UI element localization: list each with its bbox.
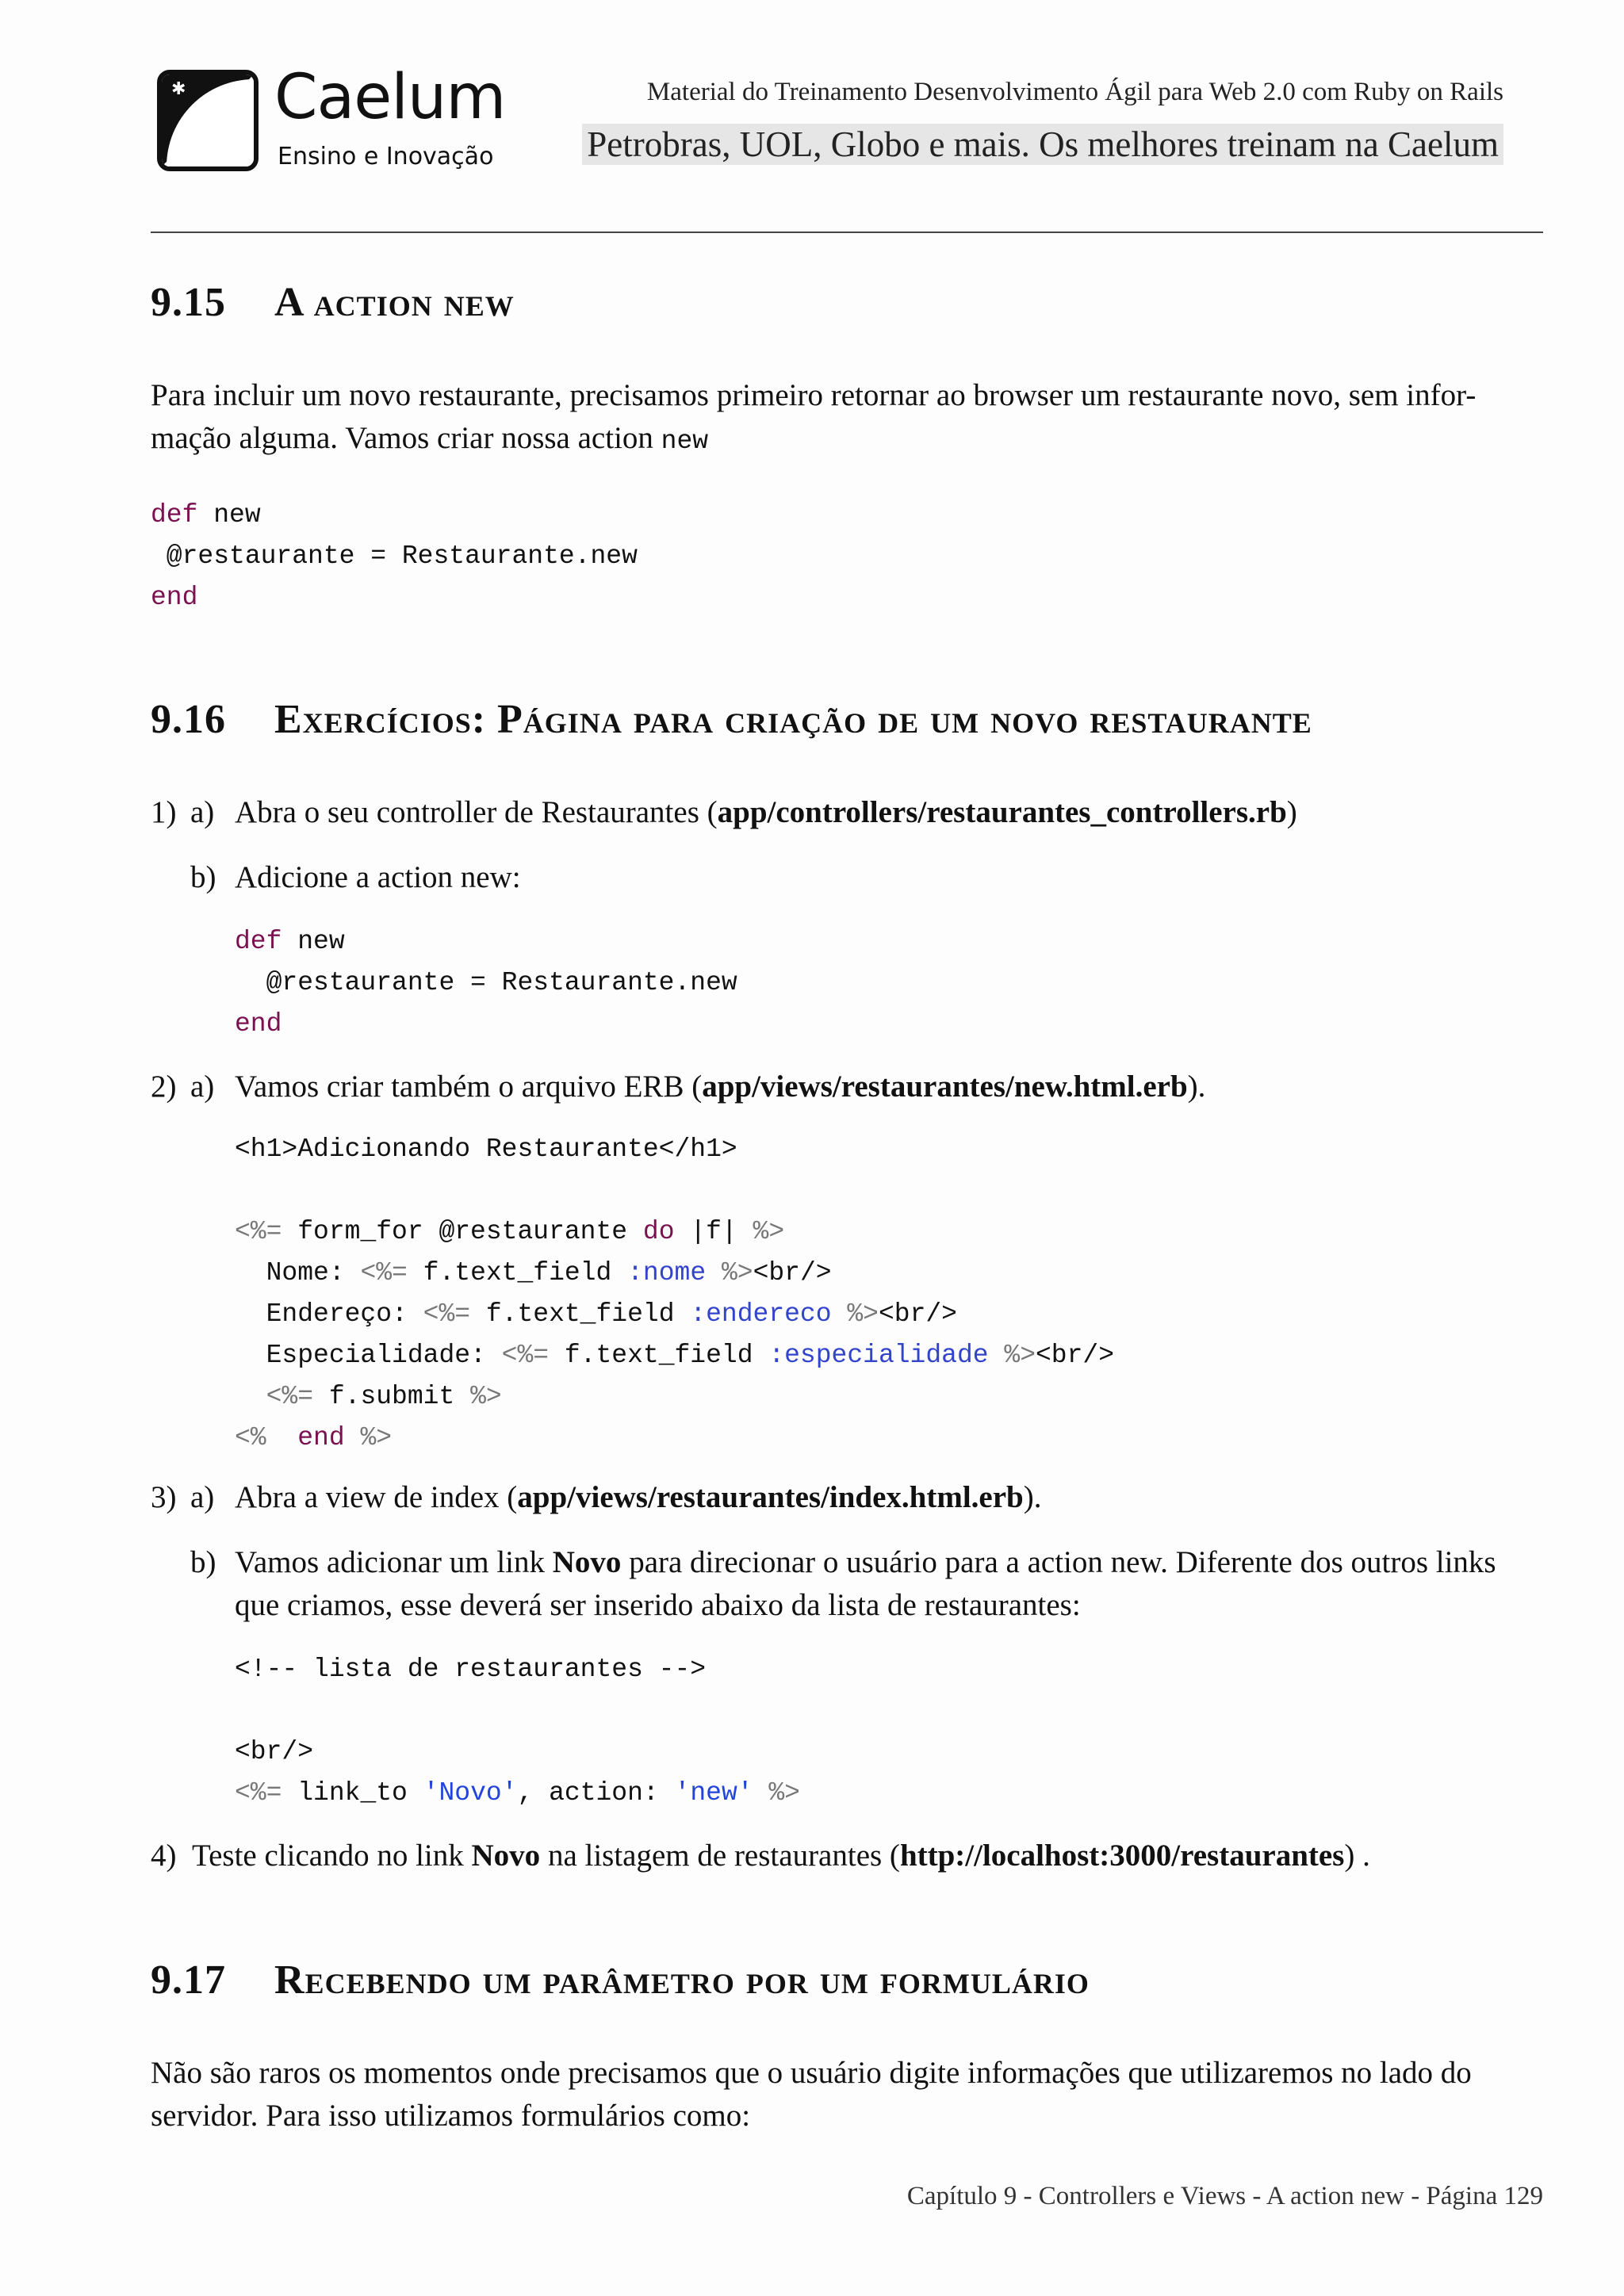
list-item-text	[235, 1476, 1042, 1519]
section-title: Recebendo um parâmetro por um formulário	[274, 1957, 1090, 2003]
star-icon: ✱	[171, 79, 186, 99]
erb-tag: <%=	[501, 1341, 550, 1370]
code-symbol: :endereco	[690, 1299, 832, 1329]
section-number: 9.17	[151, 1957, 226, 2003]
list-item-4	[151, 1835, 177, 1877]
paragraph-line: servidor. Para isso utilizamos formulários como:	[151, 2099, 751, 2133]
erb-tag: %>	[721, 1258, 753, 1288]
list-subitem-3b	[190, 1541, 216, 1584]
erb-tag: <%	[235, 1423, 266, 1452]
item-text: ).	[1187, 1070, 1206, 1104]
code-text: f.text_field	[549, 1341, 769, 1370]
page-footer: Capítulo 9 - Controllers e Views - A action new - Página 129	[906, 2182, 1543, 2210]
list-marker: 2)	[151, 1070, 177, 1104]
link-name: Novo	[552, 1545, 622, 1579]
link-name: Novo	[471, 1839, 541, 1873]
code-text: Nome:	[235, 1258, 361, 1288]
paragraph-line: Para incluir um novo restaurante, precisamos primeiro retornar ao browser um restaurante novo, sem infor-	[151, 378, 1477, 412]
code-block-controller	[235, 921, 737, 1045]
code-keyword: end	[235, 1009, 282, 1039]
logo-tagline: Ensino e Inovação	[278, 143, 494, 170]
list-subitem-1a	[190, 791, 214, 834]
item-text: Vamos criar também o arquivo ERB (	[235, 1070, 703, 1104]
code-block-erb-form	[235, 1129, 1114, 1459]
list-item-1	[151, 791, 177, 834]
item-text: Vamos adicionar um link	[235, 1545, 553, 1579]
code-line: <h1>Adicionando Restaurante</h1>	[235, 1135, 737, 1164]
code-text: link_to	[282, 1778, 423, 1808]
erb-tag: <%=	[266, 1382, 314, 1411]
code-text: <br/>	[1036, 1341, 1115, 1370]
code-line: @restaurante = Restaurante.new	[151, 541, 638, 571]
code-text: , action:	[517, 1778, 675, 1808]
list-marker: b)	[190, 1545, 216, 1579]
erb-tag: %>	[753, 1217, 785, 1246]
item-text: Abra o seu controller de Restaurantes (	[235, 795, 718, 829]
code-text: f.text_field	[407, 1258, 628, 1288]
list-marker: a)	[190, 1070, 215, 1104]
erb-tag: %>	[768, 1778, 800, 1808]
code-keyword: def	[235, 927, 282, 956]
item-text: ) .	[1344, 1839, 1370, 1873]
list-item-text	[235, 791, 1297, 834]
code-text: <br/>	[878, 1299, 957, 1329]
list-item-3	[151, 1476, 177, 1519]
section-heading-9-17	[151, 1957, 1090, 2003]
caelum-logo	[157, 62, 506, 174]
header-divider	[151, 232, 1543, 233]
code-text: Especialidade:	[235, 1341, 502, 1370]
paragraph-line	[151, 417, 708, 462]
code-symbol: :especialidade	[768, 1341, 989, 1370]
list-marker: a)	[190, 1480, 215, 1514]
list-item-text: que criamos, esse deverá ser inserido abaixo da lista de restaurantes:	[235, 1588, 1081, 1622]
section-heading-9-16	[151, 696, 1312, 743]
list-subitem-3a	[190, 1476, 214, 1519]
item-text: )	[1286, 795, 1297, 829]
erb-tag: %>	[847, 1299, 879, 1329]
code-text: Endereço:	[235, 1299, 423, 1329]
section-number: 9.16	[151, 697, 226, 742]
list-item-text: Adicione a action new:	[235, 860, 521, 894]
item-text: para direcionar o usuário para a action new. Diferente dos outros links	[621, 1545, 1496, 1579]
list-marker: 3)	[151, 1480, 177, 1514]
item-text: na listagem de restaurantes (	[540, 1839, 900, 1873]
item-text: ).	[1023, 1480, 1042, 1514]
url-text: http://localhost:3000/restaurantes	[899, 1839, 1345, 1873]
section-title: A action new	[274, 280, 515, 325]
code-text: f.text_field	[470, 1299, 691, 1329]
list-item-text	[235, 1066, 1205, 1108]
header-course-title: Material do Treinamento Desenvolvimento Ágil para Web 2.0 com Ruby on Rails	[646, 78, 1503, 106]
paragraph-text: mação alguma. Vamos criar nossa action	[151, 421, 661, 455]
code-text: |f|	[674, 1217, 753, 1246]
erb-tag: <%=	[360, 1258, 408, 1288]
logo-name: Caelum	[274, 62, 506, 133]
code-string: 'Novo'	[423, 1778, 518, 1808]
code-keyword: end	[297, 1423, 345, 1452]
code-text: form_for @restaurante	[282, 1217, 643, 1246]
code-text: new	[282, 927, 345, 956]
item-text: Abra a view de index (	[235, 1480, 518, 1514]
code-keyword: def	[151, 500, 198, 530]
code-text: <br/>	[753, 1258, 832, 1288]
file-path: app/views/restaurantes/index.html.erb	[517, 1480, 1024, 1514]
code-line: @restaurante = Restaurante.new	[235, 968, 737, 997]
erb-tag: %>	[470, 1382, 502, 1411]
erb-tag: %>	[360, 1423, 393, 1452]
code-text: <br/>	[235, 1737, 314, 1766]
erb-tag: <%=	[235, 1778, 282, 1808]
list-subitem-1b	[190, 856, 216, 899]
logo-mark-icon	[157, 70, 259, 171]
code-keyword: end	[151, 583, 198, 612]
section-number: 9.15	[151, 280, 226, 325]
list-item-text	[192, 1835, 1370, 1877]
code-block-action-new	[151, 495, 638, 618]
header-slogan: Petrobras, UOL, Globo e mais. Os melhores treinam na Caelum	[582, 124, 1503, 165]
list-item-text	[235, 1541, 1496, 1584]
file-path: app/views/restaurantes/new.html.erb	[702, 1070, 1188, 1104]
erb-tag: <%=	[235, 1217, 282, 1246]
code-text: f.submit	[313, 1382, 471, 1411]
section-heading-9-15	[151, 279, 515, 326]
list-marker: 1)	[151, 795, 177, 829]
erb-tag: %>	[1004, 1341, 1036, 1370]
section-title: Exercícios: Página para criação de um novo restaurante	[274, 697, 1312, 742]
code-symbol: :nome	[627, 1258, 707, 1288]
list-marker: b)	[190, 860, 216, 894]
erb-tag: <%=	[423, 1299, 471, 1329]
list-marker: a)	[190, 795, 215, 829]
code-text: new	[197, 500, 261, 530]
list-item-2	[151, 1066, 177, 1108]
code-block-index-link	[235, 1649, 800, 1814]
inline-code: new	[661, 427, 709, 456]
paragraph-line: Não são raros os momentos onde precisamos que o usuário digite informações que utilizaremos no lado do	[151, 2056, 1472, 2090]
code-comment: <!-- lista de restaurantes -->	[235, 1655, 707, 1684]
list-marker: 4)	[151, 1839, 177, 1873]
file-path: app/controllers/restaurantes_controllers.rb	[717, 795, 1287, 829]
item-text: Teste clicando no link	[192, 1839, 472, 1873]
code-string: 'new'	[674, 1778, 753, 1808]
list-subitem-2a	[190, 1066, 214, 1108]
code-keyword: do	[642, 1217, 675, 1246]
